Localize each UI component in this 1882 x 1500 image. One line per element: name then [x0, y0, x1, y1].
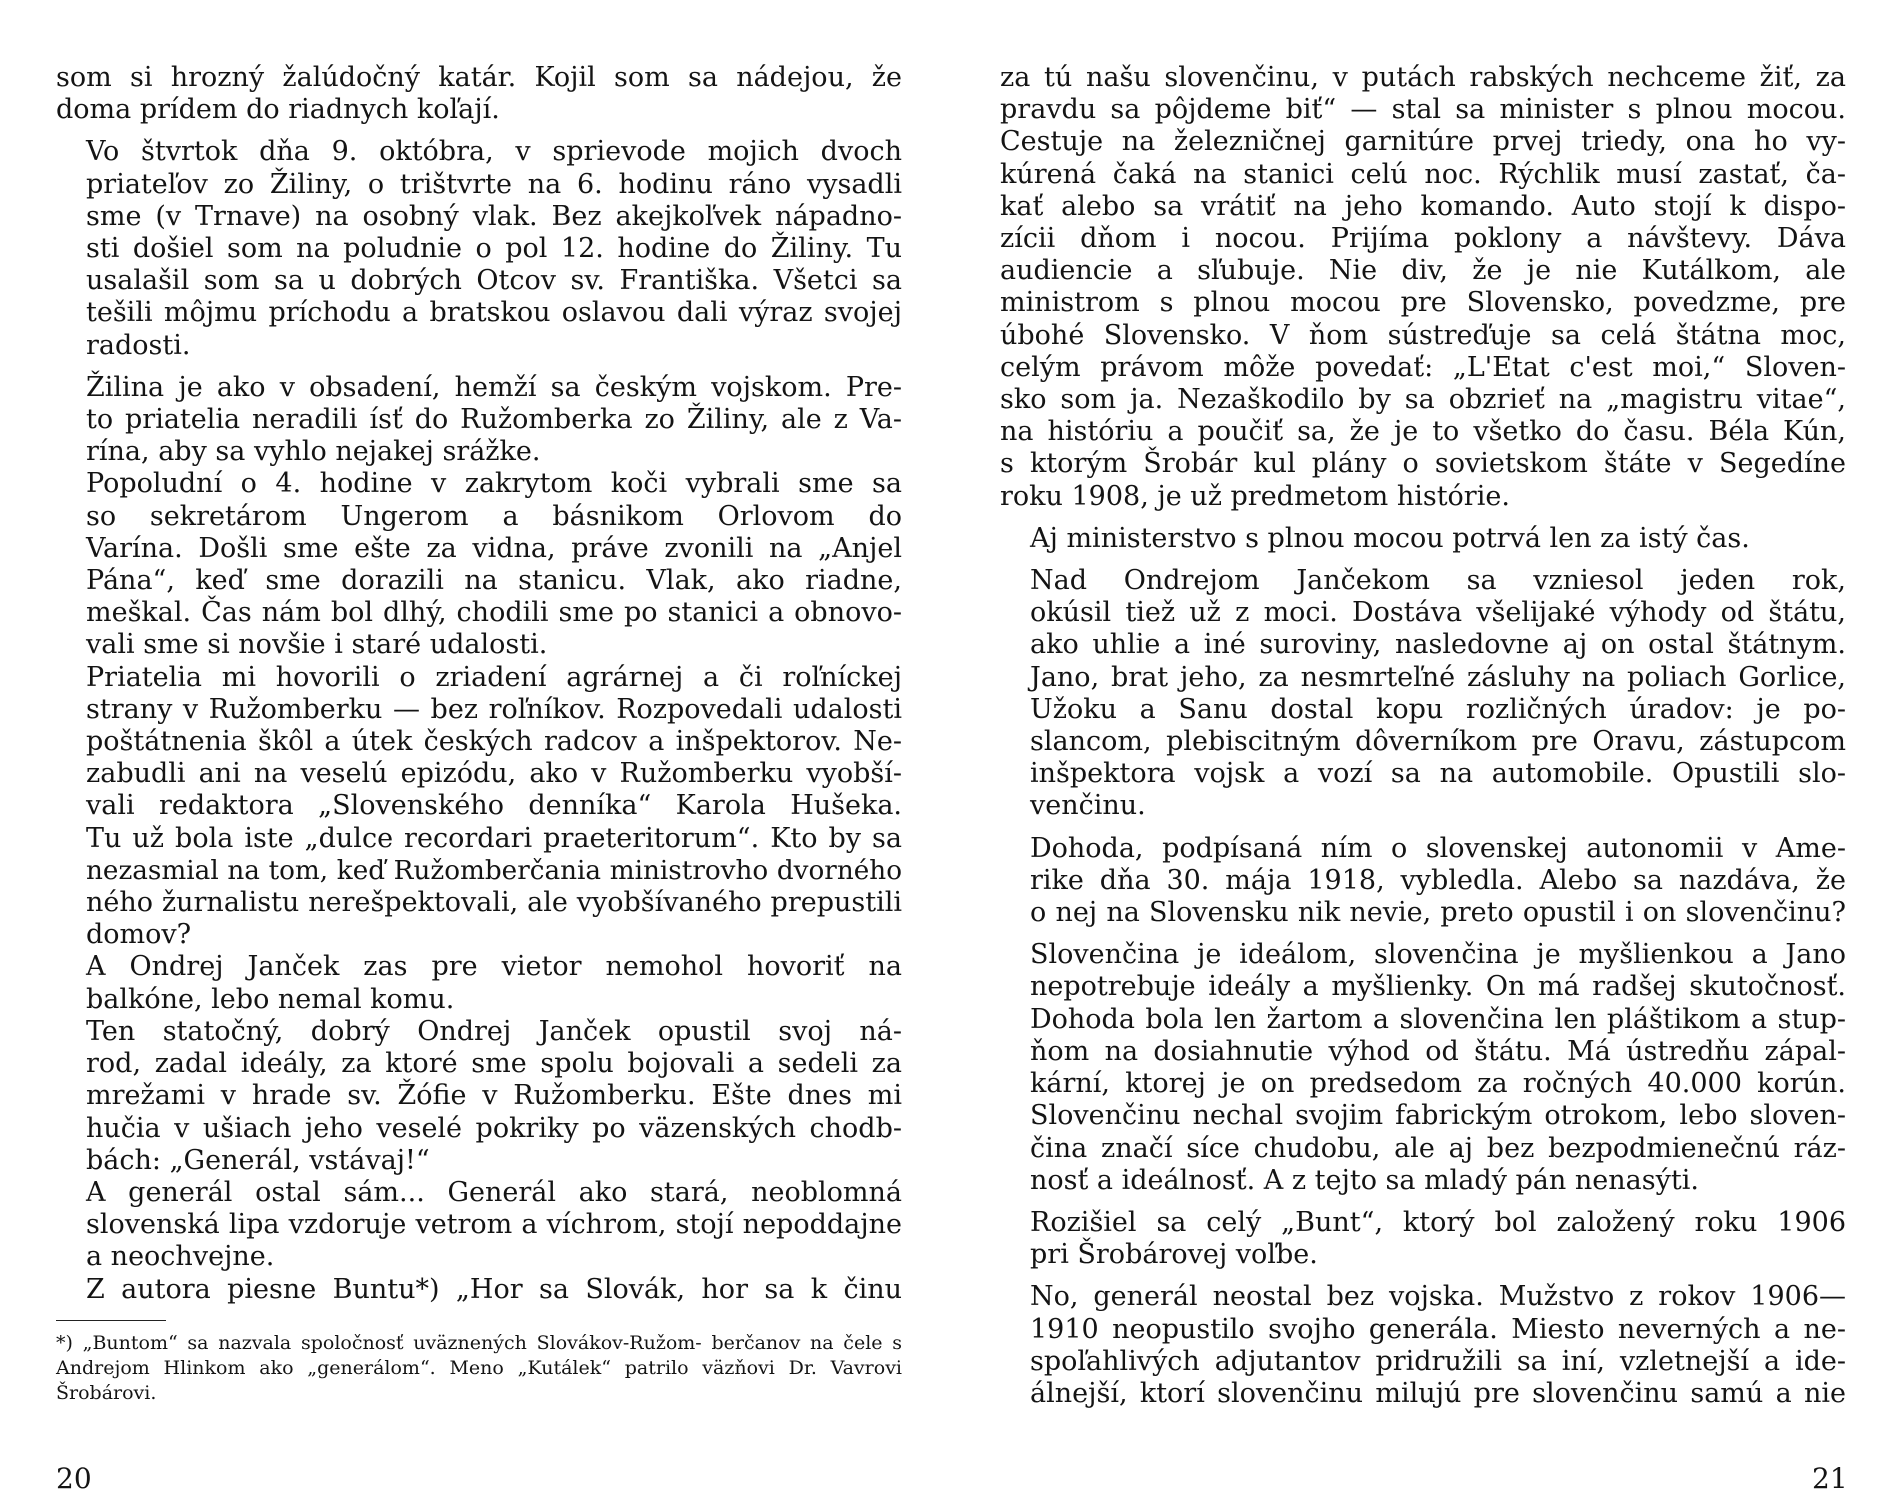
paragraph — [56, 951, 902, 1015]
text-line: sko som ja. Nezaškodilo by sa obzrieť na „magistru vitae“, — [1000, 384, 1846, 416]
text-line: s ktorým Šrobár kul plány o sovietskom štáte v Segedíne — [1000, 448, 1846, 480]
paragraph — [56, 468, 902, 661]
text-line: kární, ktorej je on predsedom za ročných 40.000 korún. — [1030, 1068, 1846, 1100]
text-line: Rozišiel sa celý „Bunt“, ktorý bol založený roku 1906 — [1030, 1206, 1846, 1238]
text-line: priateľov zo Žiliny, o trištvrte na 6. hodinu ráno vysadli — [86, 168, 902, 200]
text-line: zabudli ani na veselú epizódu, ako v Ružomberku vyobší- — [86, 758, 902, 790]
text-line: kať alebo sa vrátiť na jeho komando. Auto stojí k dispo- — [1000, 190, 1846, 222]
text-line: Priatelia mi hovorili o zriadení agrárnej a či roľníckej — [86, 661, 902, 693]
footnote-line: *) „Buntom“ sa nazvala spoločnosť uväznených Slovákov-Ružom- — [56, 1331, 702, 1354]
footnote-line: berčanov na čele s Andrejom Hlinkom ako „generálom“. Meno — [56, 1331, 902, 1379]
paragraph — [1000, 62, 1846, 513]
text-line: pri Šrobárovej voľbe. — [1030, 1239, 1318, 1271]
text-line: meškal. Čas nám bol dlhý, chodili sme po stanici a obnovo- — [86, 597, 902, 629]
text-line: spoľahlivých adjutantov pridružili sa iní, vzletnejší a ide- — [1030, 1345, 1846, 1377]
page-number: 21 — [1812, 1462, 1848, 1495]
text-line: roku 1908, je už predmetom histórie. — [1000, 480, 1510, 512]
text-line: Slovenčina je ideálom, slovenčina je myšlienkou a Jano — [1030, 939, 1846, 971]
footnote — [56, 1331, 902, 1406]
text-line: pravdu sa pôjdeme biť“ — stal sa minister s plnou mocou. — [1000, 94, 1846, 126]
text-line: nezasmial na tom, keď Ružomberčania ministrovho dvorného — [86, 855, 902, 886]
paragraph — [1000, 1281, 1846, 1410]
text-line: Pána“, keď sme dorazili na stanicu. Vlak, ako riadne, — [86, 565, 902, 597]
left-page — [56, 62, 902, 1492]
text-line: rike dňa 30. mája 1918, vybledla. Alebo sa nazdáva, že — [1030, 864, 1846, 896]
text-line: poštátnenia škôl a útek českých radcov a inšpektorov. Ne- — [86, 726, 902, 758]
text-line: so sekretárom Ungerom a básnikom Orlovom do — [86, 500, 902, 532]
right-page-body — [1000, 62, 1846, 1410]
text-line: Popoludní o 4. hodine v zakrytom koči vybrali sme sa — [86, 468, 902, 500]
text-line: za tú našu slovenčinu, v putách rabských nechceme žiť, za — [1000, 62, 1846, 93]
text-line: venčinu. — [1030, 790, 1146, 822]
paragraph — [56, 136, 902, 361]
text-line: Tu už bola iste „dulce recordari praeteritorum“. Kto by sa — [86, 822, 902, 854]
text-line: kúrená čaká na stanici celú noc. Rýchlik musí zastať, ča- — [1000, 158, 1846, 190]
text-line: ňom na dosiahnutie výhod od štátu. Má ústredňu zápal- — [1030, 1035, 1846, 1067]
paragraph — [56, 662, 902, 952]
text-line: a neochvejne. — [86, 1241, 275, 1273]
text-line: to priatelia neradili ísť do Ružomberka zo Žiliny, ale z Va- — [86, 404, 902, 436]
paragraph — [1000, 833, 1846, 930]
text-line: čina značí síce chudobu, ale aj bez bezpodmienečnú ráz- — [1030, 1132, 1846, 1164]
text-line: hučia v ušiach jeho veselé pokriky po väzenských chodb- — [86, 1112, 902, 1144]
page-number: 20 — [56, 1462, 92, 1495]
paragraph — [1000, 939, 1846, 1197]
text-line: doma prídem do riadnych koľají. — [56, 94, 500, 126]
text-line: slancom, plebiscitným dôverníkom pre Oravu, zástupcom — [1030, 726, 1846, 758]
text-line: Dohoda, podpísaná ním o slovenskej autonomii v Ame- — [1030, 832, 1846, 864]
text-line: Ten statočný, dobrý Ondrej Janček opustil svoj ná- — [86, 1015, 902, 1047]
text-line: tešili môjmu príchodu a bratskou oslavou dali výraz svojej — [86, 297, 902, 329]
text-line: audiencie a sľubuje. Nie div, že je nie Kutálkom, ale — [1000, 255, 1846, 287]
text-line: okúsil tiež už z moci. Dostáva všelijaké výhody od štátu, — [1030, 597, 1846, 629]
left-page-body — [56, 62, 902, 1306]
text-line: No, generál neostal bez vojska. Mužstvo z rokov 1906— — [1030, 1281, 1846, 1313]
text-line: sme (v Trnave) na osobný vlak. Bez akejkoľvek nápadno- — [86, 200, 902, 232]
paragraph — [56, 372, 902, 469]
text-line: Dohoda bola len žartom a slovenčina len pláštikom a stup- — [1030, 1003, 1846, 1035]
paragraph — [1000, 1207, 1846, 1271]
text-line: celým právom môže povedať: „L'Etat c'est moi,“ Sloven- — [1000, 351, 1846, 383]
paragraph — [1000, 565, 1846, 823]
text-line: slovenská lipa vzdoruje vetrom a víchrom, stojí nepoddajne — [86, 1209, 902, 1241]
text-line: Jano, brat jeho, za nesmrteľné zásluhy na poliach Gorlice, — [1030, 661, 1846, 693]
footnote-divider — [56, 1320, 166, 1321]
text-line: vali sme si novšie i staré udalosti. — [86, 629, 548, 661]
paragraph — [56, 62, 902, 126]
text-line: Aj ministerstvo s plnou mocou potrvá len za istý čas. — [1030, 522, 1750, 554]
text-line: Cestuje na železničnej garnitúre prvej triedy, ona ho vy- — [1000, 126, 1846, 158]
text-line: Nad Ondrejom Jančekom sa vzniesol jeden rok, — [1030, 565, 1846, 597]
text-line: rod, zadal ideály, za ktoré sme spolu bojovali a sedeli za — [86, 1048, 902, 1080]
text-line: Žilina je ako v obsadení, hemží sa českým vojskom. Pre- — [86, 371, 902, 403]
text-line: radosti. — [86, 329, 191, 361]
paragraph — [56, 1274, 902, 1306]
text-line: balkóne, lebo nemal komu. — [86, 983, 455, 1015]
text-line: domov? — [86, 919, 192, 951]
text-line: nosť a ideálnosť. A z tejto sa mladý pán nenasýti. — [1030, 1164, 1699, 1196]
text-line: som si hrozný žalúdočný katár. Kojil som sa nádejou, že — [56, 62, 902, 93]
paragraph — [56, 1016, 902, 1177]
text-line: rína, aby sa vyhlo nejakej srážke. — [86, 436, 541, 468]
text-line: strany v Ružomberku — bez roľníkov. Rozpovedali udalosti — [86, 693, 902, 725]
paragraph — [1000, 523, 1846, 555]
text-line: A Ondrej Janček zas pre vietor nemohol hovoriť na — [86, 951, 902, 983]
text-line: bách: „Generál, vstávaj!“ — [86, 1144, 430, 1176]
text-line: ministrom s plnou mocou pre Slovensko, povedzme, pre — [1000, 287, 1846, 319]
text-line: A generál ostal sám... Generál ako stará, neoblomná — [86, 1176, 902, 1208]
text-line: álnejší, ktorí slovenčinu milujú pre slovenčinu samú a nie — [1030, 1377, 1846, 1409]
text-line: sti došiel som na poludnie o pol 12. hodine do Žiliny. Tu — [86, 233, 902, 265]
text-line: nepotrebuje ideály a myšlienky. On má radšej skutočnosť. — [1030, 971, 1846, 1003]
text-line: o nej na Slovensku nik nevie, preto opustil i on slovenčinu? — [1030, 897, 1846, 929]
paragraph — [56, 1177, 902, 1274]
text-line: ného žurnalistu nerešpektovali, ale vyobšívaného prepustili — [86, 887, 902, 919]
text-line: ako uhlie a iné suroviny, nasledovne aj on ostal štátnym. — [1030, 629, 1846, 661]
text-line: mrežami v hrade sv. Žófie v Ružomberku. Ešte dnes mi — [86, 1080, 902, 1112]
text-line: inšpektora vojsk a vozí sa na automobile. Opustili slo- — [1030, 758, 1846, 790]
text-line: Varína. Došli sme ešte za vidna, práve zvonili na „Anjel — [86, 532, 902, 564]
text-line: na históriu a poučiť sa, že je to všetko do času. Béla Kún, — [1000, 416, 1846, 448]
text-line: vali redaktora „Slovenského denníka“ Karola Hušeka. — [86, 790, 902, 822]
footnote-line: „Kutálek“ patrilo väzňovi Dr. Vavrovi Šrobárovi. — [56, 1356, 902, 1404]
text-line: Vo štvrtok dňa 9. októbra, v sprievode mojich dvoch — [86, 136, 902, 168]
text-line: Užoku a Sanu dostal kopu rozličných úradov: je po- — [1030, 693, 1846, 725]
text-line: 1910 neopustilo svojho generála. Miesto neverných a ne- — [1030, 1313, 1846, 1345]
right-page — [1000, 62, 1846, 1492]
text-line: zícii dňom i nocou. Prijíma poklony a návštevy. Dáva — [1000, 223, 1846, 255]
text-line: Z autora piesne Buntu*) „Hor sa Slovák, hor sa k činu — [86, 1273, 902, 1305]
text-line: Slovenčinu nechal svojim fabrickým otrokom, lebo sloven- — [1030, 1100, 1846, 1132]
text-line: usalašil som sa u dobrých Otcov sv. Františka. Všetci sa — [86, 265, 902, 297]
text-line: úbohé Slovensko. V ňom sústreďuje sa celá štátna moc, — [1000, 319, 1846, 351]
